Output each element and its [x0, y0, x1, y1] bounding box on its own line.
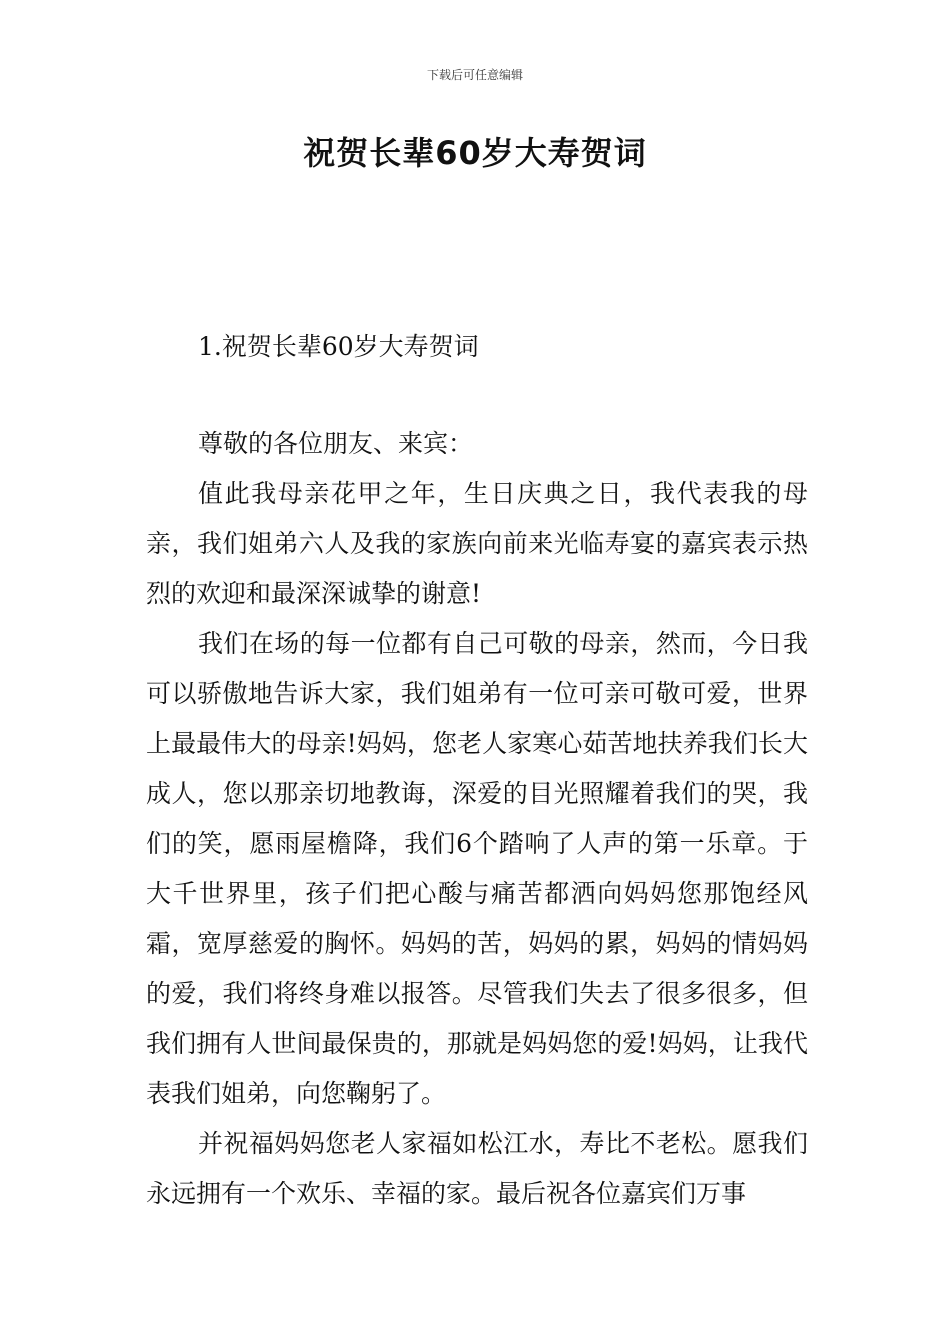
salutation: 尊敬的各位朋友、来宾： — [198, 429, 474, 458]
document-body — [146, 322, 808, 1219]
section-heading: 1.祝贺长辈60岁大寿贺词 — [198, 332, 479, 361]
document-title: 祝贺长辈60岁大寿贺词 — [303, 134, 647, 172]
paragraph: 并祝福妈妈您老人家福如松江水，寿比不老松。愿我们永远拥有一个欢乐、幸福的家。最后祝各位嘉宾们万事 — [146, 1129, 808, 1208]
page-header-note: 下载后可任意编辑 — [426, 68, 523, 82]
paragraph: 我们在场的每一位都有自己可敬的母亲，然而，今日我可以骄傲地告诉大家，我们姐弟有一位可亲可敬可爱，世界上最最伟大的母亲!妈妈，您老人家寒心茹苦地扶养我们长大成人，您以那亲切地教诲，深爱的目光照耀着我们的哭，我们的笑，愿雨屋檐降，我们6个踏响了人声的第一乐章。于大千世界里，孩子们把心酸与痛苦都洒向妈妈您那饱经风霜，宽厚慈爱的胸怀。妈妈的苦，妈妈的累，妈妈的情妈妈的爱，我们将终身难以报答。尽管我们失去了很多很多，但我们拥有人世间最保贵的，那就是妈妈您的爱!妈妈，让我代表我们姐弟，向您鞠躬了。 — [146, 629, 808, 1108]
paragraph: 值此我母亲花甲之年，生日庆典之日，我代表我的母亲，我们姐弟六人及我的家族向前来光临寿宴的嘉宾表示热烈的欢迎和最深深诚挚的谢意! — [146, 479, 808, 608]
